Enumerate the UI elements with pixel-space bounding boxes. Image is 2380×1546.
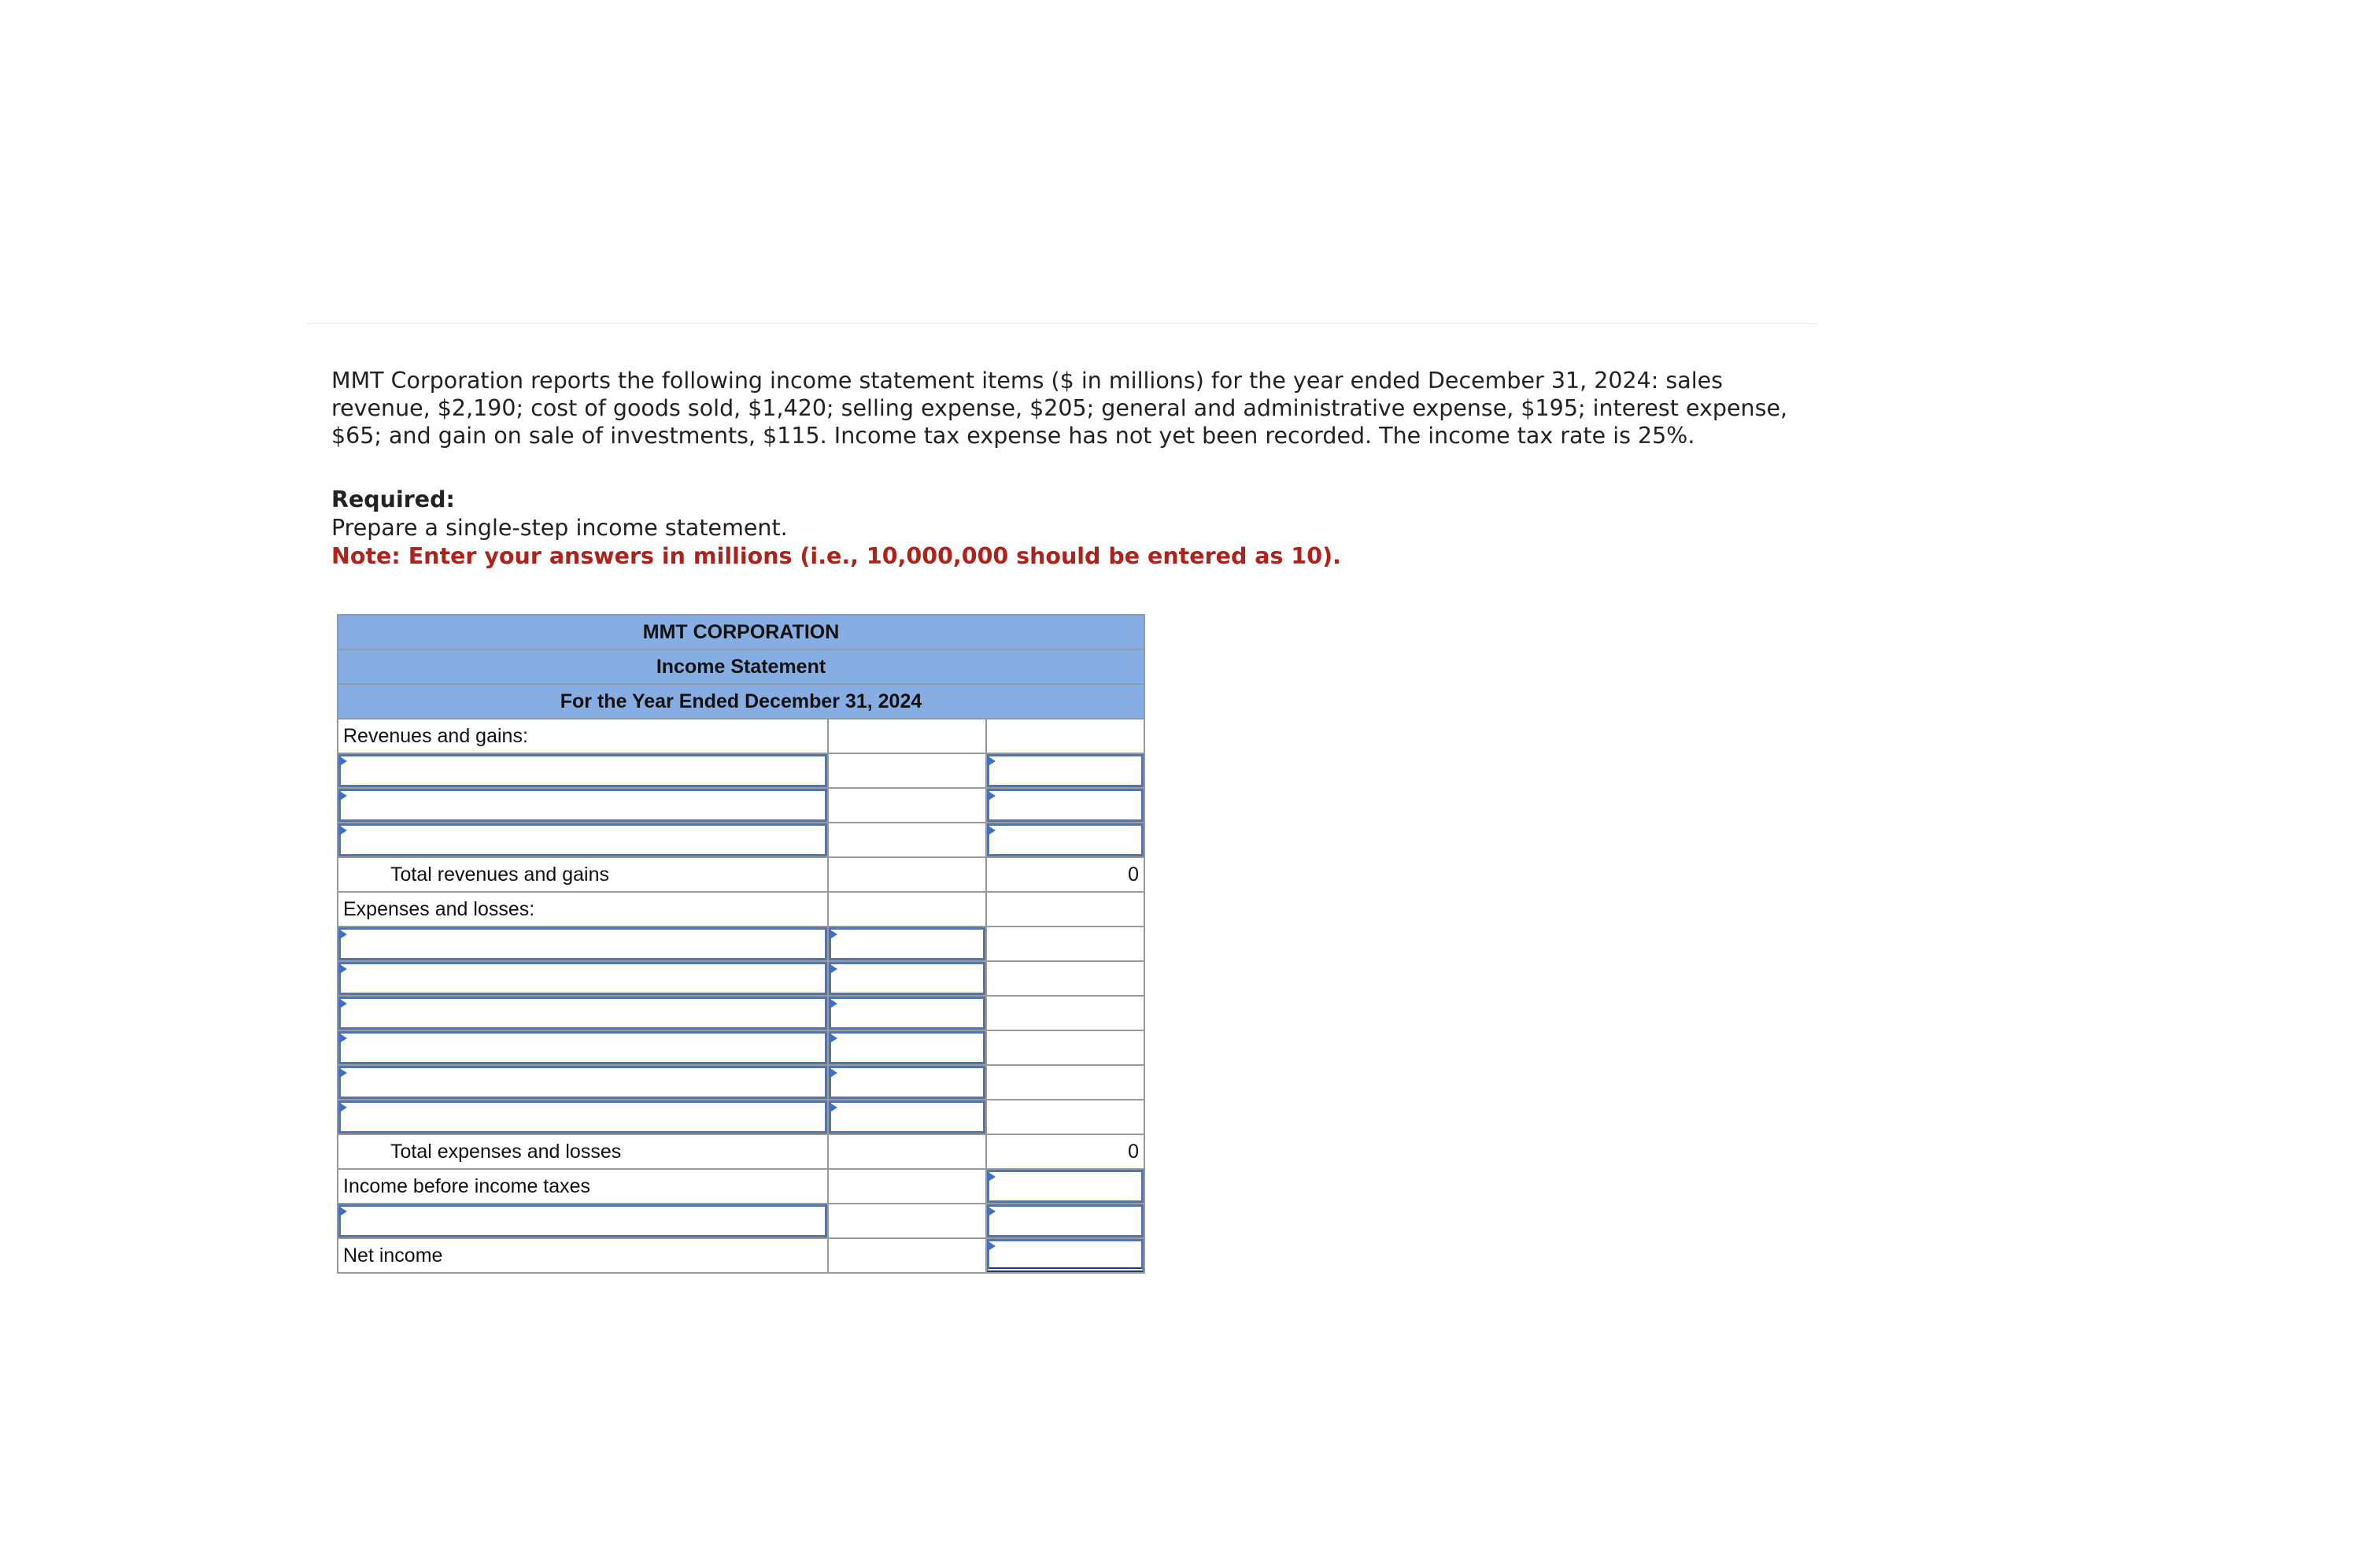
empty-cell [986, 996, 1144, 1030]
expense-account-dropdown[interactable] [338, 961, 828, 996]
required-heading: Required: [331, 486, 455, 512]
expense-row [338, 961, 1144, 996]
dropdown-arrow-icon [829, 929, 837, 940]
required-note: Note: Enter your answers in millions (i.e., 10,000,000 should be entered as 10). [331, 543, 1341, 569]
net-income-row [338, 1238, 1144, 1273]
empty-cell [986, 961, 1144, 996]
income-tax-amount-input[interactable] [986, 1204, 1144, 1238]
statement-period: For the Year Ended December 31, 2024 [338, 684, 1144, 719]
empty-cell [828, 823, 986, 857]
empty-cell [986, 1065, 1144, 1100]
empty-cell [828, 719, 986, 753]
dropdown-arrow-icon [338, 929, 347, 940]
expense-amount-input[interactable] [828, 1065, 986, 1100]
total-revenues-value: 0 [986, 857, 1144, 892]
empty-cell [828, 1169, 986, 1204]
expense-row [338, 1030, 1144, 1065]
problem-text: MMT Corporation reports the following income statement items ($ in millions) for the year ended December 31, 2024: sales revenue, $2,190; cost of goods sold, $1,420; selling expense, $205; general and administrative expense, $195; interest expense, $65; and gain on sale of investments, $115. Income tax expense has not yet been recorded. The income tax rate is 25%. [331, 368, 1788, 449]
empty-cell [828, 1238, 986, 1273]
total-expenses-label: Total expenses and losses [338, 1134, 828, 1169]
income-before-taxes-label: Income before income taxes [338, 1169, 828, 1204]
empty-cell [986, 1030, 1144, 1065]
total-revenues-label: Total revenues and gains [338, 857, 828, 892]
revenue-amount-input[interactable] [986, 788, 1144, 823]
expense-amount-input[interactable] [828, 1100, 986, 1134]
revenues-heading-label: Revenues and gains: [338, 719, 828, 753]
net-income-input[interactable] [986, 1238, 1144, 1273]
revenue-account-dropdown[interactable] [338, 788, 828, 823]
dropdown-arrow-icon [987, 790, 996, 801]
dropdown-arrow-icon [338, 1102, 347, 1113]
revenues-heading-row [338, 719, 1144, 753]
top-divider [307, 323, 1818, 324]
expense-account-dropdown[interactable] [338, 926, 828, 961]
expense-row [338, 996, 1144, 1030]
expense-account-dropdown[interactable] [338, 1065, 828, 1100]
income-before-taxes-row [338, 1169, 1144, 1204]
dropdown-arrow-icon [829, 1067, 837, 1078]
empty-cell [986, 719, 1144, 753]
empty-cell [828, 753, 986, 788]
dropdown-arrow-icon [338, 963, 347, 975]
dropdown-arrow-icon [829, 998, 837, 1009]
income-tax-account-dropdown[interactable] [338, 1204, 828, 1238]
dropdown-arrow-icon [338, 1033, 347, 1044]
dropdown-arrow-icon [829, 1033, 837, 1044]
expense-account-dropdown[interactable] [338, 1100, 828, 1134]
empty-cell [986, 892, 1144, 926]
income-statement-table [337, 614, 1145, 1274]
expense-amount-input[interactable] [828, 1030, 986, 1065]
expenses-heading-label: Expenses and losses: [338, 892, 828, 926]
required-text: Prepare a single-step income statement. [331, 515, 788, 541]
revenue-row [338, 823, 1144, 857]
header-row-period [338, 684, 1144, 719]
expense-amount-input[interactable] [828, 961, 986, 996]
income-before-taxes-input[interactable] [986, 1169, 1144, 1204]
header-row-title [338, 649, 1144, 684]
dropdown-arrow-icon [338, 1206, 347, 1217]
expense-amount-input[interactable] [828, 996, 986, 1030]
dropdown-arrow-icon [338, 790, 347, 801]
total-revenues-row [338, 857, 1144, 892]
expense-row [338, 926, 1144, 961]
revenue-row [338, 753, 1144, 788]
expense-account-dropdown[interactable] [338, 1030, 828, 1065]
empty-cell [828, 1204, 986, 1238]
expense-account-dropdown[interactable] [338, 996, 828, 1030]
empty-cell [828, 892, 986, 926]
dropdown-arrow-icon [987, 1171, 996, 1182]
dropdown-arrow-icon [338, 1067, 347, 1078]
dropdown-arrow-icon [338, 756, 347, 767]
revenue-amount-input[interactable] [986, 753, 1144, 788]
statement-title: Income Statement [338, 649, 1144, 684]
revenue-account-dropdown[interactable] [338, 753, 828, 788]
dropdown-arrow-icon [987, 1241, 996, 1252]
revenue-account-dropdown[interactable] [338, 823, 828, 857]
expense-amount-input[interactable] [828, 926, 986, 961]
expense-row [338, 1100, 1144, 1134]
empty-cell [986, 1100, 1144, 1134]
total-expenses-row [338, 1134, 1144, 1169]
dropdown-arrow-icon [829, 1102, 837, 1113]
dropdown-arrow-icon [338, 998, 347, 1009]
expense-row [338, 1065, 1144, 1100]
dropdown-arrow-icon [987, 1206, 996, 1217]
net-income-label: Net income [338, 1238, 828, 1273]
empty-cell [828, 1134, 986, 1169]
income-tax-row [338, 1204, 1144, 1238]
dropdown-arrow-icon [338, 825, 347, 836]
dropdown-arrow-icon [987, 756, 996, 767]
problem-statement [331, 367, 1827, 449]
total-expenses-value: 0 [986, 1134, 1144, 1169]
header-row-company [338, 615, 1144, 649]
expenses-heading-row [338, 892, 1144, 926]
dropdown-arrow-icon [829, 963, 837, 975]
empty-cell [986, 926, 1144, 961]
empty-cell [828, 788, 986, 823]
empty-cell [828, 857, 986, 892]
revenue-row [338, 788, 1144, 823]
company-name: MMT CORPORATION [338, 615, 1144, 649]
revenue-amount-input[interactable] [986, 823, 1144, 857]
dropdown-arrow-icon [987, 825, 996, 836]
